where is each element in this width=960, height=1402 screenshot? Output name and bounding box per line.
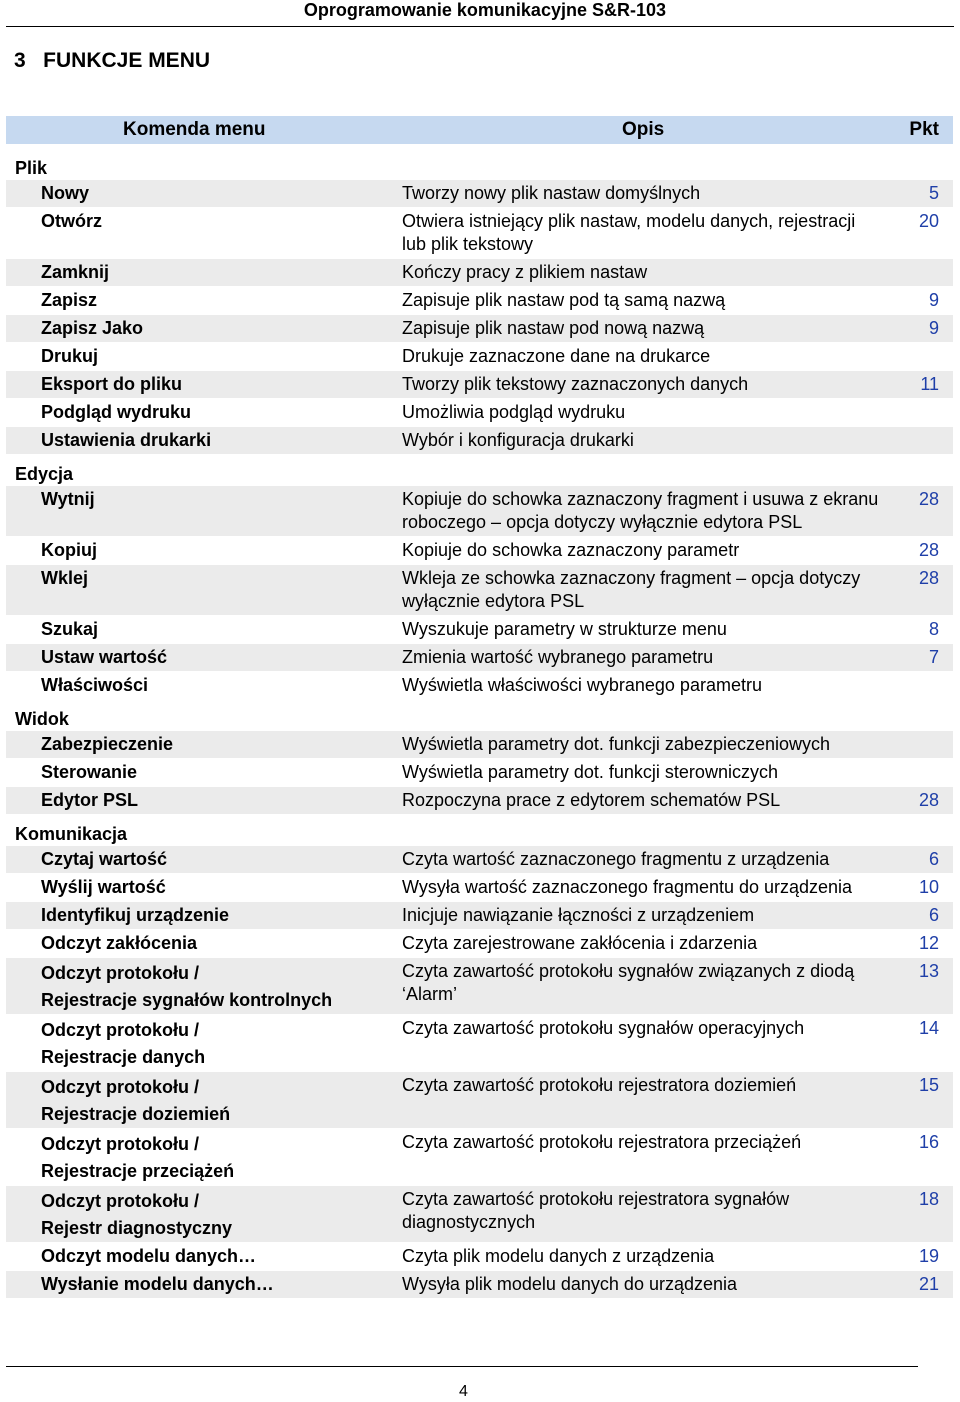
menu-command: Ustawienia drukarki bbox=[41, 430, 212, 450]
table-row bbox=[6, 537, 953, 564]
menu-command: Nowy bbox=[41, 183, 90, 203]
table-row bbox=[6, 427, 953, 454]
menu-command: Sterowanie bbox=[41, 762, 138, 782]
table-row bbox=[6, 287, 953, 314]
table-row bbox=[6, 399, 953, 426]
section-reference: 9 bbox=[928, 290, 939, 310]
menu-command: Szukaj bbox=[41, 619, 99, 639]
command-description: Wybór i konfiguracja drukarki bbox=[402, 430, 634, 450]
table-row bbox=[6, 259, 953, 286]
table-row bbox=[6, 1072, 953, 1128]
menu-command: Odczyt protokołu / Rejestracje doziemień bbox=[41, 1077, 231, 1124]
table-row bbox=[6, 902, 953, 929]
menu-command: Zapisz bbox=[41, 290, 98, 310]
command-description: Wyszukuje parametry w strukturze menu bbox=[402, 619, 727, 639]
command-description: Wyświetla właściwości wybranego parametru bbox=[402, 675, 762, 695]
column-header-pkt: Pkt bbox=[909, 119, 939, 140]
menu-command: Odczyt protokołu / Rejestracje danych bbox=[41, 1020, 206, 1067]
menu-command: Wytnij bbox=[41, 489, 95, 509]
command-description: Zapisuje plik nastaw pod nową nazwą bbox=[402, 318, 705, 338]
section-reference: 28 bbox=[918, 489, 939, 509]
command-description: Czyta zawartość protokołu sygnałów związanych z diodą ‘Alarm’ bbox=[402, 961, 855, 1004]
section-reference: 16 bbox=[918, 1132, 939, 1152]
table-row bbox=[6, 787, 953, 814]
command-description: Drukuje zaznaczone dane na drukarce bbox=[402, 346, 711, 366]
section-title: 3 FUNKCJE MENU bbox=[14, 49, 211, 72]
menu-command: Eksport do pliku bbox=[41, 374, 183, 394]
table-row bbox=[6, 565, 953, 615]
table-row bbox=[6, 208, 953, 258]
command-description: Kopiuje do schowka zaznaczony fragment i usuwa z ekranu roboczego – opcja dotyczy wyłącznie edytora PSL bbox=[402, 489, 879, 532]
section-reference: 19 bbox=[918, 1246, 939, 1266]
menu-command: Zamknij bbox=[41, 262, 110, 282]
menu-command: Wklej bbox=[41, 568, 89, 588]
section-reference: 13 bbox=[918, 961, 939, 981]
section-reference: 28 bbox=[918, 568, 939, 588]
menu-function-table bbox=[6, 156, 953, 1299]
section-reference: 20 bbox=[918, 211, 939, 231]
group-label: Edycja bbox=[15, 464, 74, 484]
table-row bbox=[6, 644, 953, 671]
command-description: Zapisuje plik nastaw pod tą samą nazwą bbox=[402, 290, 726, 310]
footer-rule bbox=[6, 1366, 918, 1367]
section-reference: 14 bbox=[918, 1018, 939, 1038]
section-reference: 28 bbox=[918, 790, 939, 810]
command-description: Tworzy plik tekstowy zaznaczonych danych bbox=[402, 374, 749, 394]
section-reference: 6 bbox=[928, 905, 939, 925]
table-row bbox=[6, 1243, 953, 1270]
group-label: Widok bbox=[15, 709, 69, 729]
menu-command: Kopiuj bbox=[41, 540, 97, 560]
table-row bbox=[6, 874, 953, 901]
menu-command: Otwórz bbox=[41, 211, 102, 231]
menu-command: Edytor PSL bbox=[41, 790, 139, 810]
table-row bbox=[6, 759, 953, 786]
table-row bbox=[6, 371, 953, 398]
command-description: Otwiera istniejący plik nastaw, modelu danych, rejestracji lub plik tekstowy bbox=[402, 211, 856, 254]
command-description: Czyta zawartość protokołu rejestratora doziemień bbox=[402, 1075, 797, 1095]
command-description: Wyświetla parametry dot. funkcji sterowniczych bbox=[402, 762, 778, 782]
section-reference: 8 bbox=[928, 619, 939, 639]
command-description: Wysyła plik modelu danych do urządzenia bbox=[402, 1274, 738, 1294]
table-row bbox=[6, 1186, 953, 1242]
command-description: Czyta zawartość protokołu rejestratora przeciążeń bbox=[402, 1132, 802, 1152]
menu-command: Ustaw wartość bbox=[41, 647, 168, 667]
table-header bbox=[6, 116, 953, 144]
section-reference: 9 bbox=[928, 318, 939, 338]
command-description: Tworzy nowy plik nastaw domyślnych bbox=[402, 183, 701, 203]
command-description: Wkleja ze schowka zaznaczony fragment – opcja dotyczy wyłącznie edytora PSL bbox=[402, 568, 861, 611]
group-label: Komunikacja bbox=[15, 824, 128, 844]
header-rule bbox=[6, 26, 954, 27]
table-row bbox=[6, 180, 953, 207]
menu-command: Identyfikuj urządzenie bbox=[41, 905, 230, 925]
menu-command: Zabezpieczenie bbox=[41, 734, 174, 754]
section-reference: 21 bbox=[918, 1274, 939, 1294]
table-row bbox=[6, 958, 953, 1014]
section-reference: 11 bbox=[920, 374, 939, 394]
section-reference: 28 bbox=[918, 540, 939, 560]
menu-command: Drukuj bbox=[41, 346, 99, 366]
command-description: Wysyła wartość zaznaczonego fragmentu do urządzenia bbox=[402, 877, 853, 897]
table-row bbox=[6, 315, 953, 342]
command-description: Kończy pracy z plikiem nastaw bbox=[402, 262, 648, 282]
column-header-description: Opis bbox=[622, 119, 665, 140]
menu-command: Czytaj wartość bbox=[41, 849, 168, 869]
page-number: 4 bbox=[459, 1383, 468, 1400]
table-row bbox=[6, 1129, 953, 1185]
menu-command: Podgląd wydruku bbox=[41, 402, 192, 422]
menu-command: Odczyt protokołu / Rejestracje przeciążeń bbox=[41, 1134, 235, 1181]
column-header-command: Komenda menu bbox=[123, 119, 266, 140]
command-description: Kopiuje do schowka zaznaczony parametr bbox=[402, 540, 740, 560]
menu-command: Właściwości bbox=[41, 675, 149, 695]
command-description: Czyta plik modelu danych z urządzenia bbox=[402, 1246, 715, 1266]
table-row bbox=[6, 1271, 953, 1298]
command-description: Rozpoczyna prace z edytorem schematów PSL bbox=[402, 790, 781, 810]
command-description: Czyta zawartość protokołu sygnałów operacyjnych bbox=[402, 1018, 805, 1038]
section-reference: 18 bbox=[918, 1189, 939, 1209]
table-row bbox=[6, 343, 953, 370]
table-row bbox=[6, 731, 953, 758]
command-description: Czyta zawartość protokołu rejestratora sygnałów diagnostycznych bbox=[402, 1189, 790, 1232]
section-reference: 12 bbox=[918, 933, 939, 953]
section-reference: 10 bbox=[918, 877, 939, 897]
menu-command: Odczyt protokołu / Rejestracje sygnałów kontrolnych bbox=[41, 963, 333, 1010]
table-row bbox=[6, 486, 953, 536]
menu-command: Wysłanie modelu danych… bbox=[41, 1274, 274, 1294]
menu-command: Odczyt protokołu / Rejestr diagnostyczny bbox=[41, 1191, 233, 1238]
command-description: Wyświetla parametry dot. funkcji zabezpieczeniowych bbox=[402, 734, 831, 754]
menu-command: Zapisz Jako bbox=[41, 318, 144, 338]
document-header-title: Oprogramowanie komunikacyjne S&R-103 bbox=[303, 0, 666, 20]
command-description: Czyta wartość zaznaczonego fragmentu z urządzenia bbox=[402, 849, 830, 869]
command-description: Umożliwia podgląd wydruku bbox=[402, 402, 626, 422]
section-reference: 5 bbox=[928, 183, 939, 203]
menu-command: Odczyt modelu danych… bbox=[41, 1246, 257, 1266]
table-row bbox=[6, 616, 953, 643]
section-reference: 7 bbox=[928, 647, 939, 667]
menu-command: Wyślij wartość bbox=[41, 877, 166, 897]
table-row bbox=[6, 672, 953, 699]
table-row bbox=[6, 930, 953, 957]
section-reference: 15 bbox=[918, 1075, 939, 1095]
command-description: Czyta zarejestrowane zakłócenia i zdarzenia bbox=[402, 933, 758, 953]
table-row bbox=[6, 1015, 953, 1071]
table-row bbox=[6, 846, 953, 873]
command-description: Zmienia wartość wybranego parametru bbox=[402, 647, 714, 667]
menu-command: Odczyt zakłócenia bbox=[41, 933, 198, 953]
command-description: Inicjuje nawiązanie łączności z urządzeniem bbox=[402, 905, 755, 925]
section-reference: 6 bbox=[928, 849, 939, 869]
group-label: Plik bbox=[15, 158, 48, 178]
